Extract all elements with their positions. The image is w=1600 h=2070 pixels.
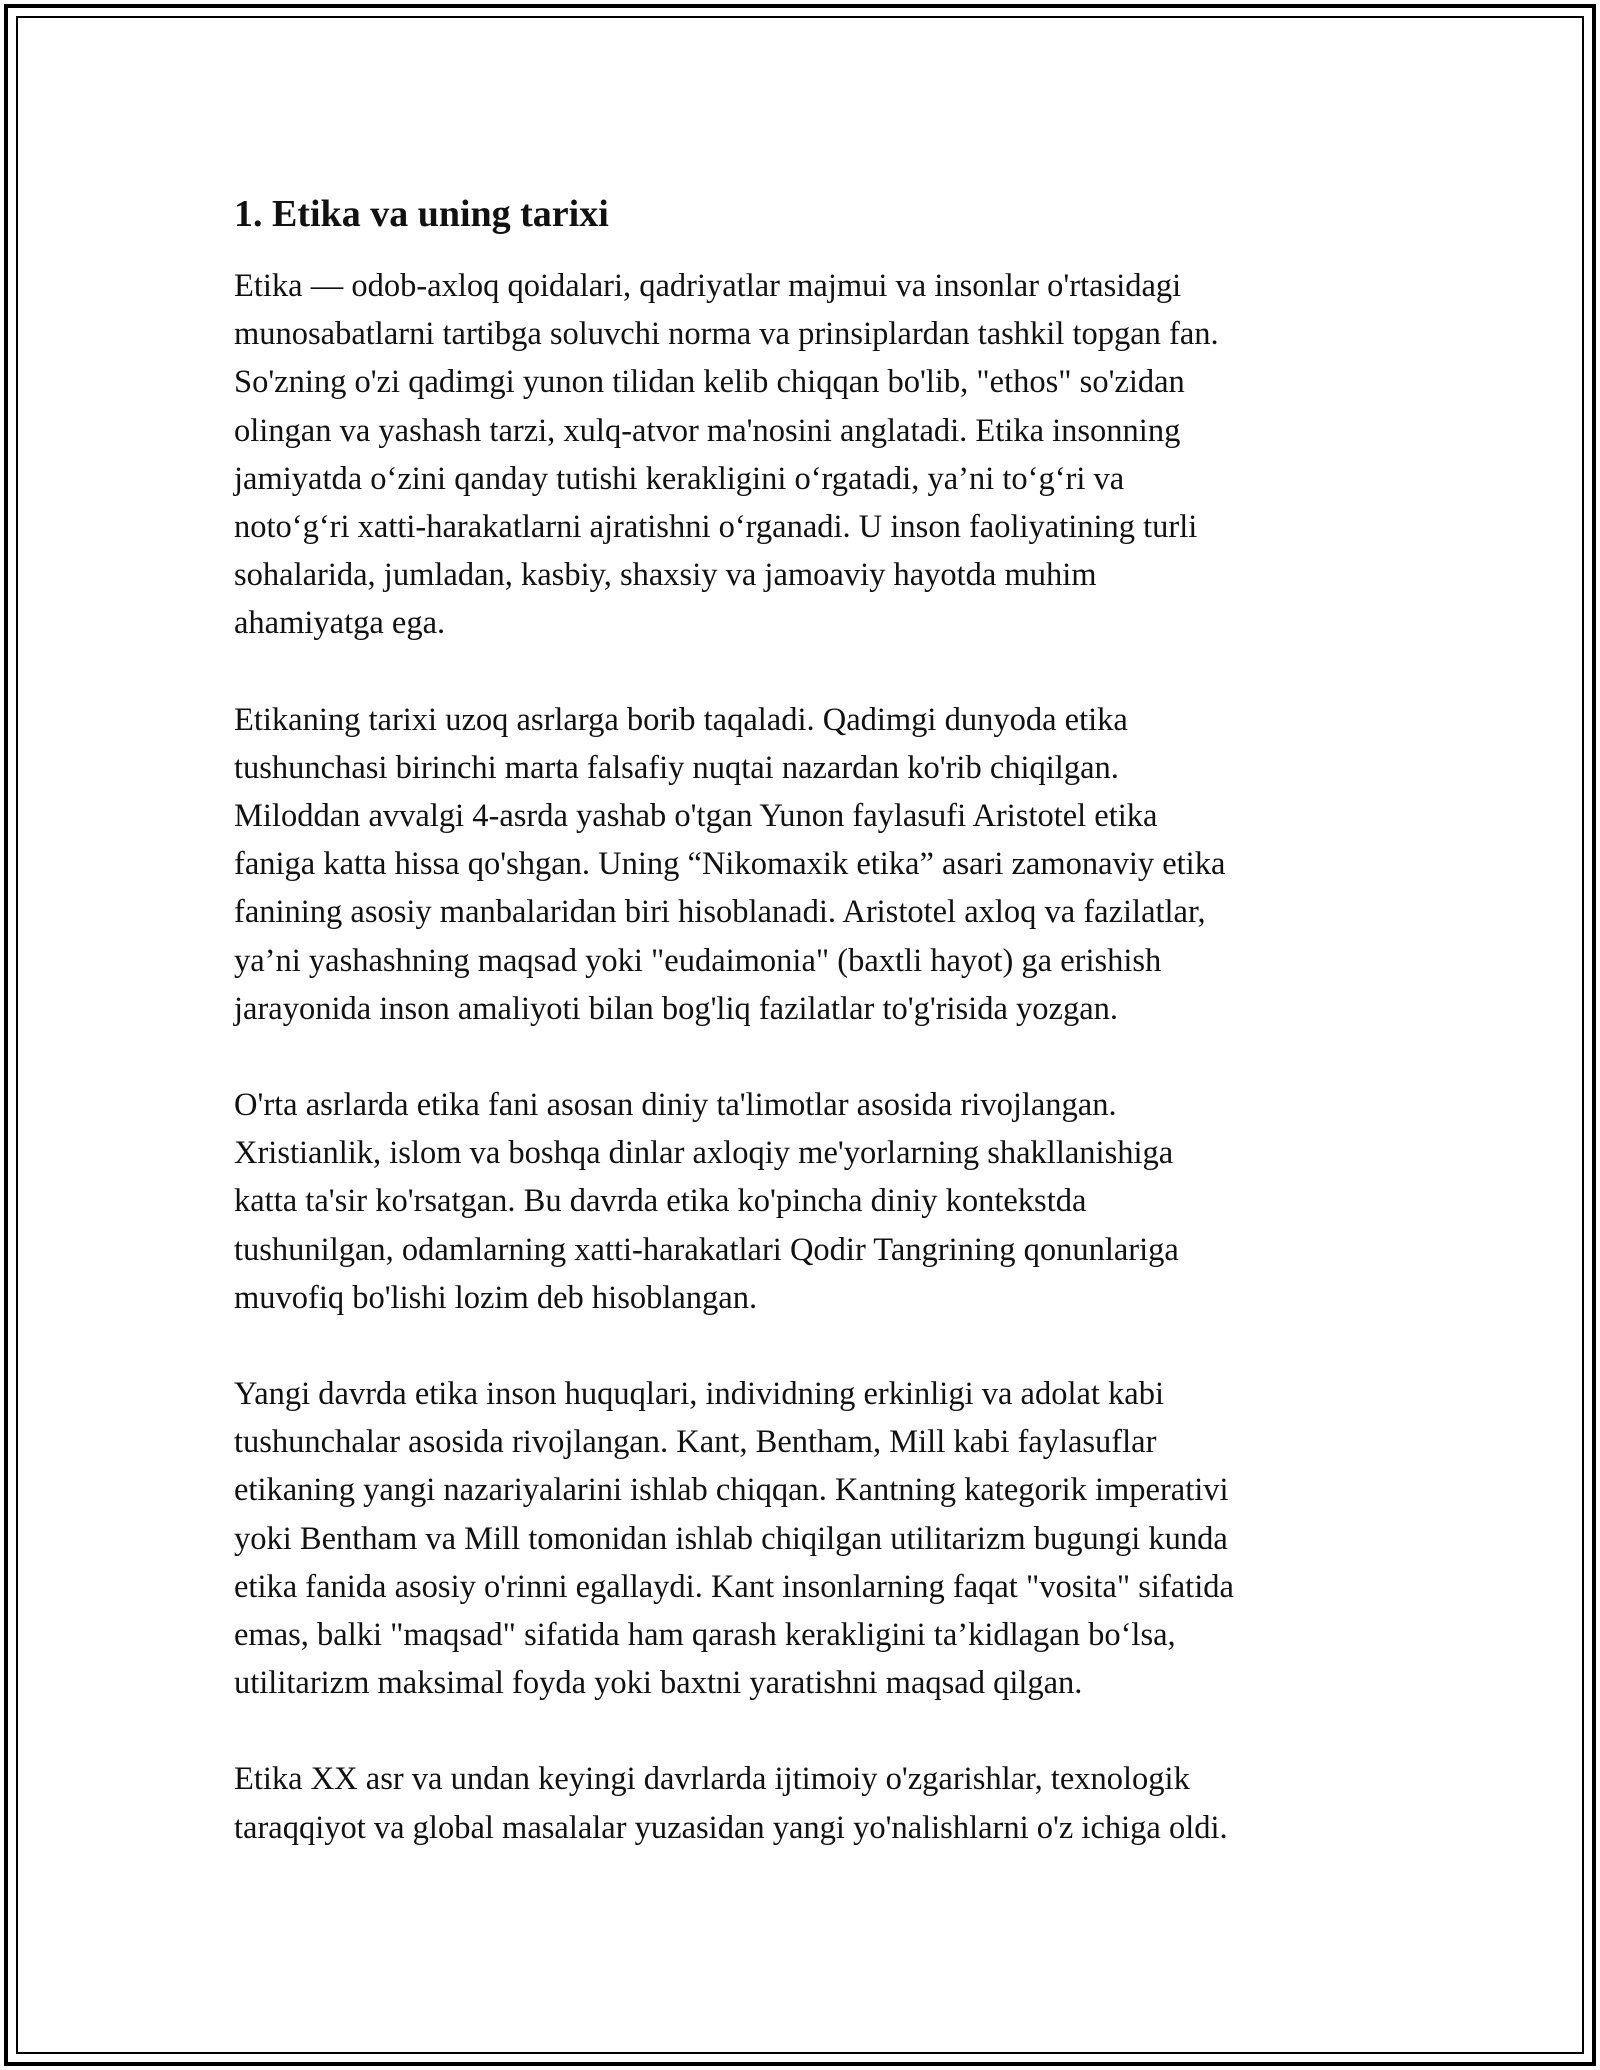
text-line: utilitarizm maksimal foyda yoki baxtni yaratishni maqsad qilgan.	[234, 1665, 1083, 1702]
text-line: taraqqiyot va global masalalar yuzasidan yangi yo'nalishlarni o'z ichiga oldi.	[234, 1809, 1228, 1846]
text-line: Xristianlik, islom va boshqa dinlar axloqiy me'yorlarning shakllanishiga	[234, 1135, 1174, 1172]
paragraph-modern-era	[234, 1370, 1384, 1707]
paragraph-twentieth-century	[234, 1755, 1384, 1851]
text-line: etikaning yangi nazariyalarini ishlab chiqqan. Kantning kategorik imperativi	[234, 1472, 1229, 1509]
text-line: jamiyatda o‘zini qanday tutishi kerakligini o‘rgatadi, ya’ni to‘g‘ri va	[234, 460, 1125, 497]
paragraph-ancient-history	[234, 696, 1384, 1033]
text-line: etika fanida asosiy o'rinni egallaydi. Kant insonlarning faqat "vosita" sifatida	[234, 1568, 1234, 1605]
text-line: muvofiq bo'lishi lozim deb hisoblangan.	[234, 1279, 758, 1316]
paragraph-middle-ages	[234, 1081, 1384, 1322]
paragraph-definition	[234, 262, 1384, 648]
text-line: faniga katta hissa qo'shgan. Uning “Nikomaxik etika” asari zamonaviy etika	[234, 846, 1226, 883]
document-body	[234, 188, 1384, 1900]
text-line: Etika XX asr va undan keyingi davrlarda ijtimoiy o'zgarishlar, texnologik	[234, 1761, 1190, 1798]
text-line: tushunchalar asosida rivojlangan. Kant, Bentham, Mill kabi faylasuflar	[234, 1424, 1157, 1461]
document-title: 1. Etika va uning tarixi	[234, 193, 609, 235]
text-line: Etika — odob-axloq qoidalari, qadriyatlar majmui va insonlar o'rtasidagi	[234, 268, 1182, 304]
text-line: yoki Bentham va Mill tomonidan ishlab chiqilgan utilitarizm bugungi kunda	[234, 1520, 1228, 1557]
text-line: ahamiyatga ega.	[234, 605, 446, 642]
text-line: O'rta asrlarda etika fani asosan diniy ta'limotlar asosida rivojlangan.	[234, 1087, 1117, 1124]
text-line: katta ta'sir ko'rsatgan. Bu davrda etika ko'pincha diniy kontekstda	[234, 1183, 1087, 1220]
text-line: jarayonida inson amaliyoti bilan bog'liq fazilatlar to'g'risida yozgan.	[234, 990, 1118, 1027]
text-line: So'zning o'zi qadimgi yunon tilidan kelib chiqqan bo'lib, "ethos" so'zidan	[234, 364, 1185, 401]
text-line: fanining asosiy manbalaridan biri hisoblanadi. Aristotel axloq va fazilatlar,	[234, 894, 1206, 931]
text-line: sohalarida, jumladan, kasbiy, shaxsiy va jamoaviy hayotda muhim	[234, 557, 1097, 594]
text-line: munosabatlarni tartibga soluvchi norma va prinsiplardan tashkil topgan fan.	[234, 316, 1219, 353]
text-line: emas, balki "maqsad" sifatida ham qarash kerakligini ta’kidlagan bo‘lsa,	[234, 1617, 1176, 1654]
text-line: Miloddan avvalgi 4-asrda yashab o'tgan Yunon faylasufi Aristotel etika	[234, 798, 1158, 835]
text-line: Yangi davrda etika inson huquqlari, individning erkinligi va adolat kabi	[234, 1376, 1165, 1413]
text-line: olingan va yashash tarzi, xulq-atvor ma'nosini anglatadi. Etika insonning	[234, 412, 1181, 449]
text-line: tushunilgan, odamlarning xatti-harakatlari Qodir Tangrining qonunlariga	[234, 1231, 1179, 1268]
text-line: ya’ni yashashning maqsad yoki "eudaimonia" (baxtli hayot) ga erishish	[234, 942, 1162, 979]
text-line: noto‘g‘ri xatti-harakatlarni ajratishni o‘rganadi. U inson faoliyatining turli	[234, 509, 1198, 546]
text-line: Etikaning tarixi uzoq asrlarga borib taqaladi. Qadimgi dunyoda etika	[234, 701, 1128, 738]
text-line: tushunchasi birinchi marta falsafiy nuqtai nazardan ko'rib chiqilgan.	[234, 749, 1119, 786]
